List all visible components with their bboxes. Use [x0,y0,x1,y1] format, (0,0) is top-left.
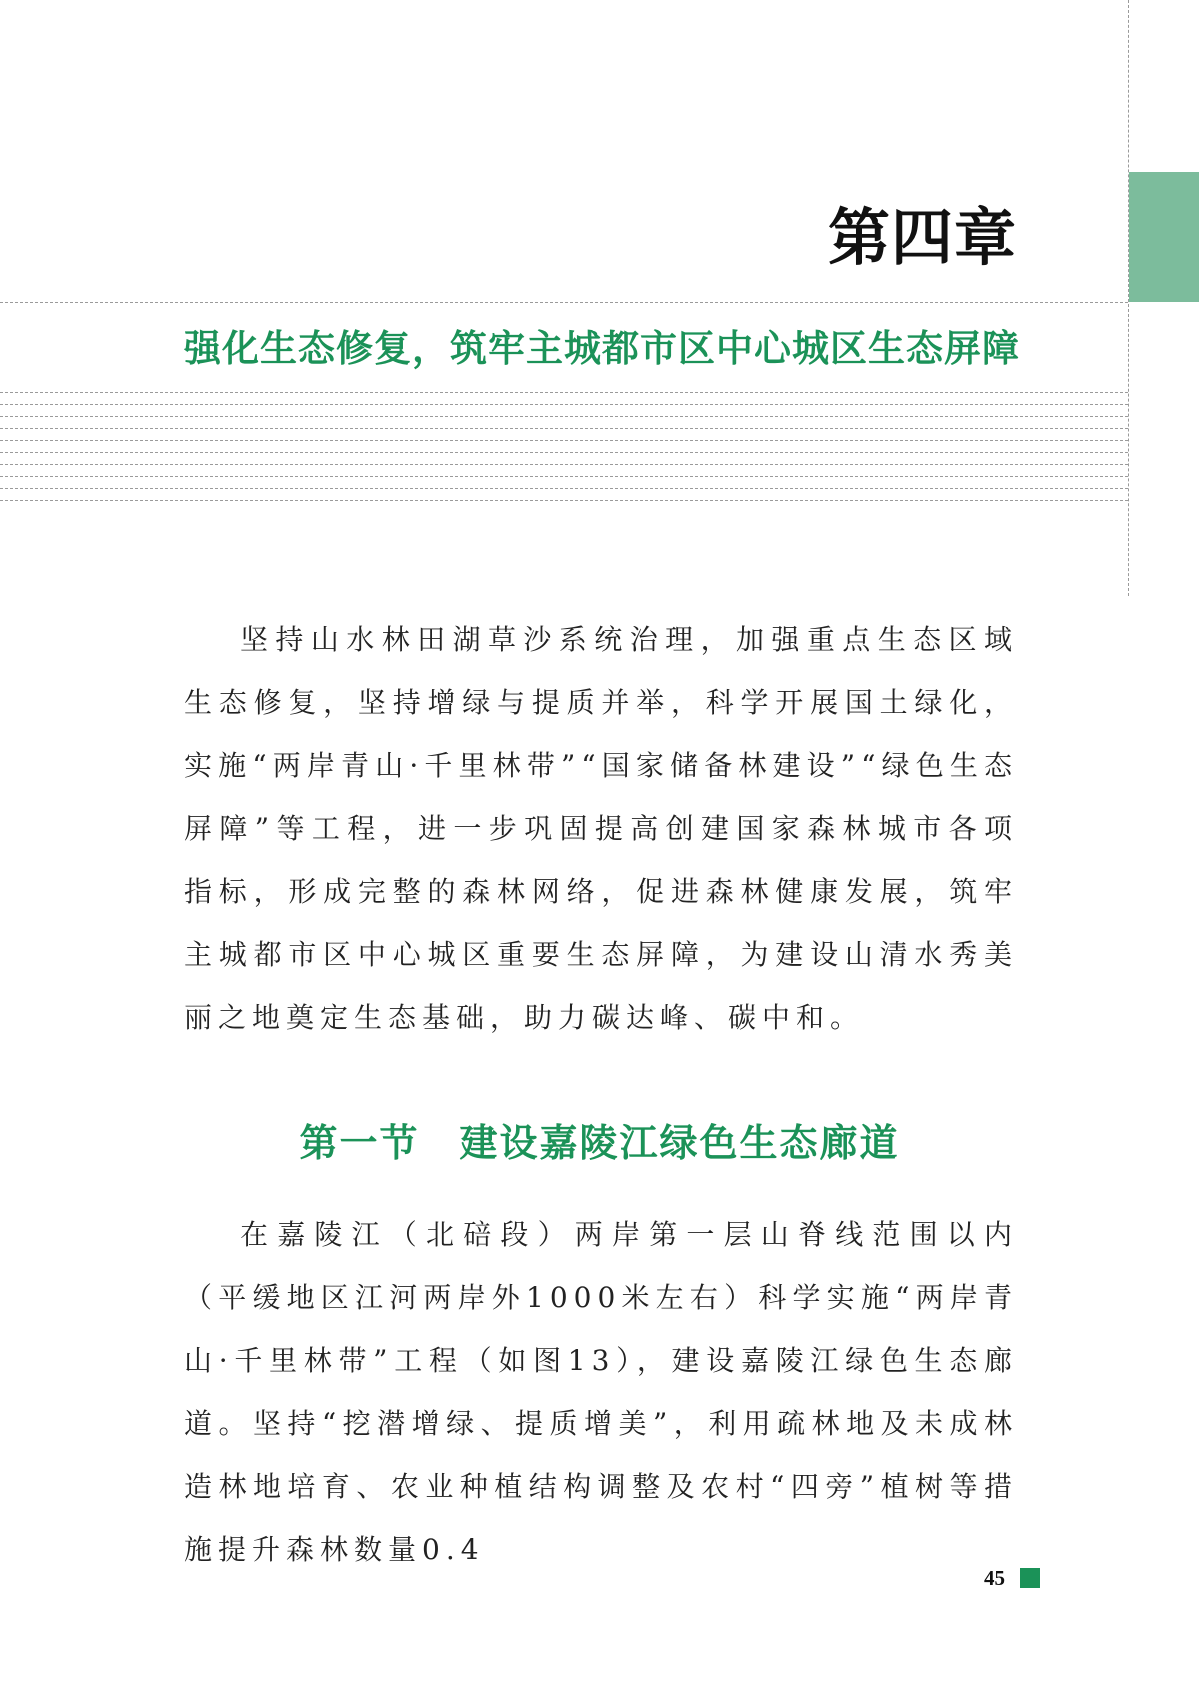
section-heading [0,1112,1199,1167]
section-title: 建设嘉陵江绿色生态廊道 [459,1121,900,1165]
intro-paragraph: 坚持山水林田湖草沙系统治理，加强重点生态区域生态修复，坚持增绿与提质并举，科学开展国土绿化，实施“两岸青山·千里林带”“国家储备林建设”“绿色生态屏障”等工程，进一步巩固提高创建国家森林城市各项指标，形成完整的森林网络，促进森林健康发展，筑牢主城都市区中心城区重要生态屏障，为建设山清水秀美丽之地奠定生态基础，助力碳达峰、碳中和。 [184,623,1018,1034]
page-number: 45 [984,1566,1005,1590]
chapter-subtitle: 强化生态修复，筑牢主城都市区中心城区生态屏障 [184,327,1020,370]
section-number: 第一节 [299,1121,420,1165]
chapter-tab-marker [1129,172,1199,302]
decorative-dashed-lines [0,392,1128,522]
chapter-title: 第四章 [827,201,1017,274]
page-marker-square [1020,1568,1040,1588]
section-paragraph: 在嘉陵江（北碚段）两岸第一层山脊线范围以内（平缓地区江河两岸外1000米左右）科学实施“两岸青山·千里林带”工程（如图13），建设嘉陵江绿色生态廊道。坚持“挖潜增绿、提质增美”，利用疏林地及未成林造林地培育、农业种植结构调整及农村“四旁”植树等措施提升森林数量0.4 [184,1218,1018,1566]
header-divider [0,302,1128,303]
